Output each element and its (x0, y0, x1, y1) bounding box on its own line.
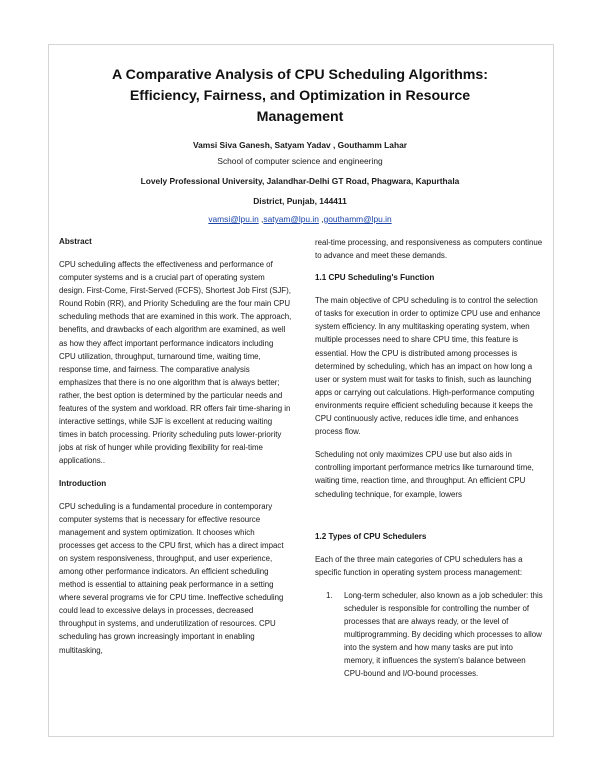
abstract-heading: Abstract (59, 237, 92, 246)
affiliation-district: District, Punjab, 144411 (253, 196, 347, 206)
email-link-satyam[interactable]: satyam@lpu.in (263, 214, 319, 224)
introduction-heading: Introduction (59, 478, 107, 488)
affiliation-school: School of computer science and engineering (217, 156, 383, 166)
section-1-1-paragraph-1: The main objective of CPU scheduling is to control the selection of tasks for execution in order to optimize CPU use and enhance system efficiency. In any multitasking operating system, when multiple processes need to share CPU time, this feature is essential. How the CPU is distributed among processes is determined by scheduling, which has an impact on how long a user or system must wait for tasks to finish, such as launching apps or carrying out calculations. High-performance computing environments require efficient scheduling because it keeps the CPU continuously active, reduces idle time, and enhances process flow. (315, 296, 541, 437)
title-line-3: Management (256, 109, 344, 125)
authors: Vamsi Siva Ganesh, Satyam Yadav , Gouthamm Lahar (193, 140, 407, 150)
left-column (59, 236, 292, 667)
title-line-1: A Comparative Analysis of CPU Scheduling Algorithms: (111, 67, 489, 83)
section-1-1-paragraph-2: Scheduling not only maximizes CPU use but also aids in controlling important performance metrics like turnaround time, waiting time, reaction time, and throughput. An efficient CPU scheduling technique, for example, lowers (315, 450, 534, 499)
section-1-2-heading: 1.2 Types of CPU Schedulers (315, 531, 427, 541)
paper-title (70, 65, 530, 128)
section-1-2-intro: Each of the three main categories of CPU schedulers has a specific function in operating system process management: (315, 554, 523, 577)
introduction-text: CPU scheduling is a fundamental procedure in contemporary computer systems that is necessary for effective resource management and system optimization. It chooses which processes get access to the CPU first, which has a direct impact on system responsiveness, throughput, and user experience, among other performance indicators. An efficient scheduling method is essential to attaining peak performance in a setting where several programs vie for CPU time. Ineffective scheduling could lead to excessive delays in processes, decreased throughput in systems, and underutilization of resources. CPU scheduling has grown increasingly important in enabling multitasking, (59, 501, 284, 655)
email-separator: , (258, 214, 264, 224)
affiliation-university: Lovely Professional University, Jalandhar-Delhi GT Road, Phagwara, Kapurthala (140, 176, 460, 186)
email-link-vamsi[interactable]: vamsi@lpu.in (208, 214, 259, 224)
email-separator: , (318, 214, 324, 224)
section-1-1-heading: 1.1 CPU Scheduling's Function (315, 273, 435, 283)
title-line-2: Efficiency, Fairness, and Optimization in Resource (129, 88, 471, 104)
abstract-text: CPU scheduling affects the effectiveness and performance of computer systems and is a crucial part of operating system design. First-Come, First-Served (FCFS), Shortest Job First (SJF), Round Robin (RR), and Priority Scheduling are the four main CPU scheduling methods that are examined in this work. The approach, benefits, and drawbacks of each algorithm are examined, as well as how they affect important performance indicators including CPU utilization, throughput, turnaround time, waiting time, response time, and fairness. The comparative analysis emphasizes that there is no one algorithm that is always better; rather, the best option is determined by the particular needs and features of the system and workload. RR offers fair time-sharing in interactive settings, while SJF is excellent at reducing waiting times in batch processing. Priority scheduling puts lower-priority jobs at risk of hunger while providing flexibility for real-time applications.. (59, 260, 292, 466)
right-column (315, 236, 543, 680)
list-item-text: Long-term scheduler, also known as a job scheduler: this scheduler is responsible for controlling the number of processes that are always ready, or the level of multiprogramming. By deciding which processes to allow into the system and how many tasks are put into memory, it influences the system's balance between CPU-bound and I/O-bound processes. (344, 590, 543, 679)
email-line (60, 214, 540, 224)
introduction-continuation: real-time processing, and responsiveness as computers continue to advance and meet these demands. (315, 238, 543, 261)
email-link-gouthamm[interactable]: gouthamm@lpu.in (323, 214, 392, 224)
list-item-number: 1. (326, 590, 333, 600)
list-item (323, 589, 543, 681)
